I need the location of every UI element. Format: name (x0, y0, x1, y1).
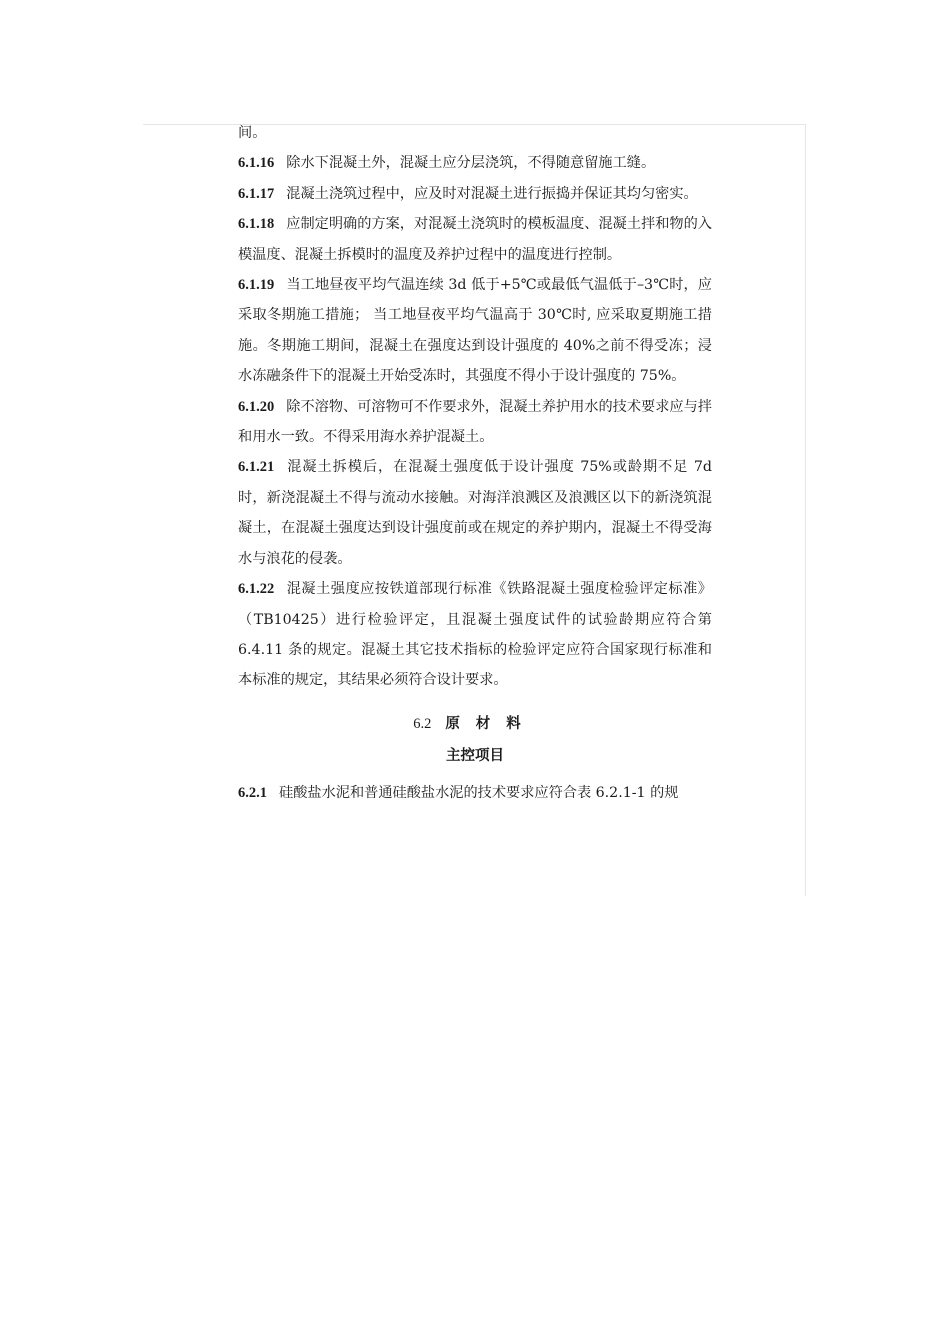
clause-number: 6.1.17 (238, 185, 275, 202)
clause-text: 混凝土拆模后，在混凝土强度低于设计强度 75%或龄期不足 7d 时，新浇混凝土不得与流动水接触。对海洋浪溅区及浪溅区以下的新浇筑混凝土，在混凝土强度达到设计强度前或在规定的养护期内，混凝土不得受海水与浪花的侵袭。 (238, 459, 712, 567)
clause-6-1-18 (238, 209, 712, 270)
clause-text: 混凝土浇筑过程中，应及时对混凝土进行振捣并保证其均匀密实。 (286, 185, 698, 202)
clause-6-1-21 (238, 452, 712, 574)
clause-number: 6.1.20 (238, 398, 275, 415)
clause-number: 6.1.22 (238, 581, 275, 598)
continued-text: 间。 (238, 125, 267, 141)
clause-number: 6.1.16 (238, 155, 275, 172)
clause-text: 除水下混凝土外，混凝土应分层浇筑，不得随意留施工缝。 (286, 155, 656, 172)
clause-text: 混凝土强度应按铁道部现行标准《铁路混凝土强度检验评定标准》（TB10425）进行检验评定，且混凝土强度试件的试验龄期应符合第 6.4.11 条的规定。混凝土其它技术指标的检验评定应符合国家现行标准和本标准的规定，其结果必须符合设计要求。 (238, 581, 712, 689)
clause-6-1-16 (238, 148, 712, 178)
clause-number: 6.2.1 (238, 784, 267, 801)
document-body (238, 118, 712, 808)
clause-number: 6.1.19 (238, 277, 275, 294)
clause-6-1-20 (238, 392, 712, 453)
clause-text: 除不溶物、可溶物可不作要求外，混凝土养护用水的技术要求应与拌和用水一致。不得采用海水养护混凝土。 (238, 398, 712, 446)
clause-text: 当工地昼夜平均气温连续 3d 低于+5℃或最低气温低于–3℃时，应采取冬期施工措施； 当工地昼夜平均气温高于 30℃时, 应采取夏期施工措施。冬期施工期间，混凝土在强度达到设计强度的 40%之前不得受冻；浸水冻融条件下的混凝土开始受冻时，其强度不得小于设计强度的 75%。 (238, 277, 712, 385)
page-frame-right-border (805, 124, 806, 896)
clause-6-1-22 (238, 574, 712, 696)
clause-text: 硅酸盐水泥和普通硅酸盐水泥的技术要求应符合表 6.2.1-1 的规 (279, 784, 679, 801)
section-heading (238, 710, 712, 738)
clause-number: 6.1.18 (238, 216, 275, 233)
clause-text: 应制定明确的方案，对混凝土浇筑时的模板温度、混凝土拌和物的入模温度、混凝土拆模时的温度及养护过程中的温度进行控制。 (238, 216, 712, 263)
clause-6-1-19 (238, 270, 712, 392)
clause-6-2-1 (238, 778, 712, 808)
clause-number: 6.1.21 (238, 459, 275, 476)
subsection-heading: 主控项目 (446, 747, 504, 764)
section-number: 6.2 (413, 715, 432, 732)
section-label: 原材料 (445, 714, 537, 732)
clause-6-1-17 (238, 179, 712, 209)
